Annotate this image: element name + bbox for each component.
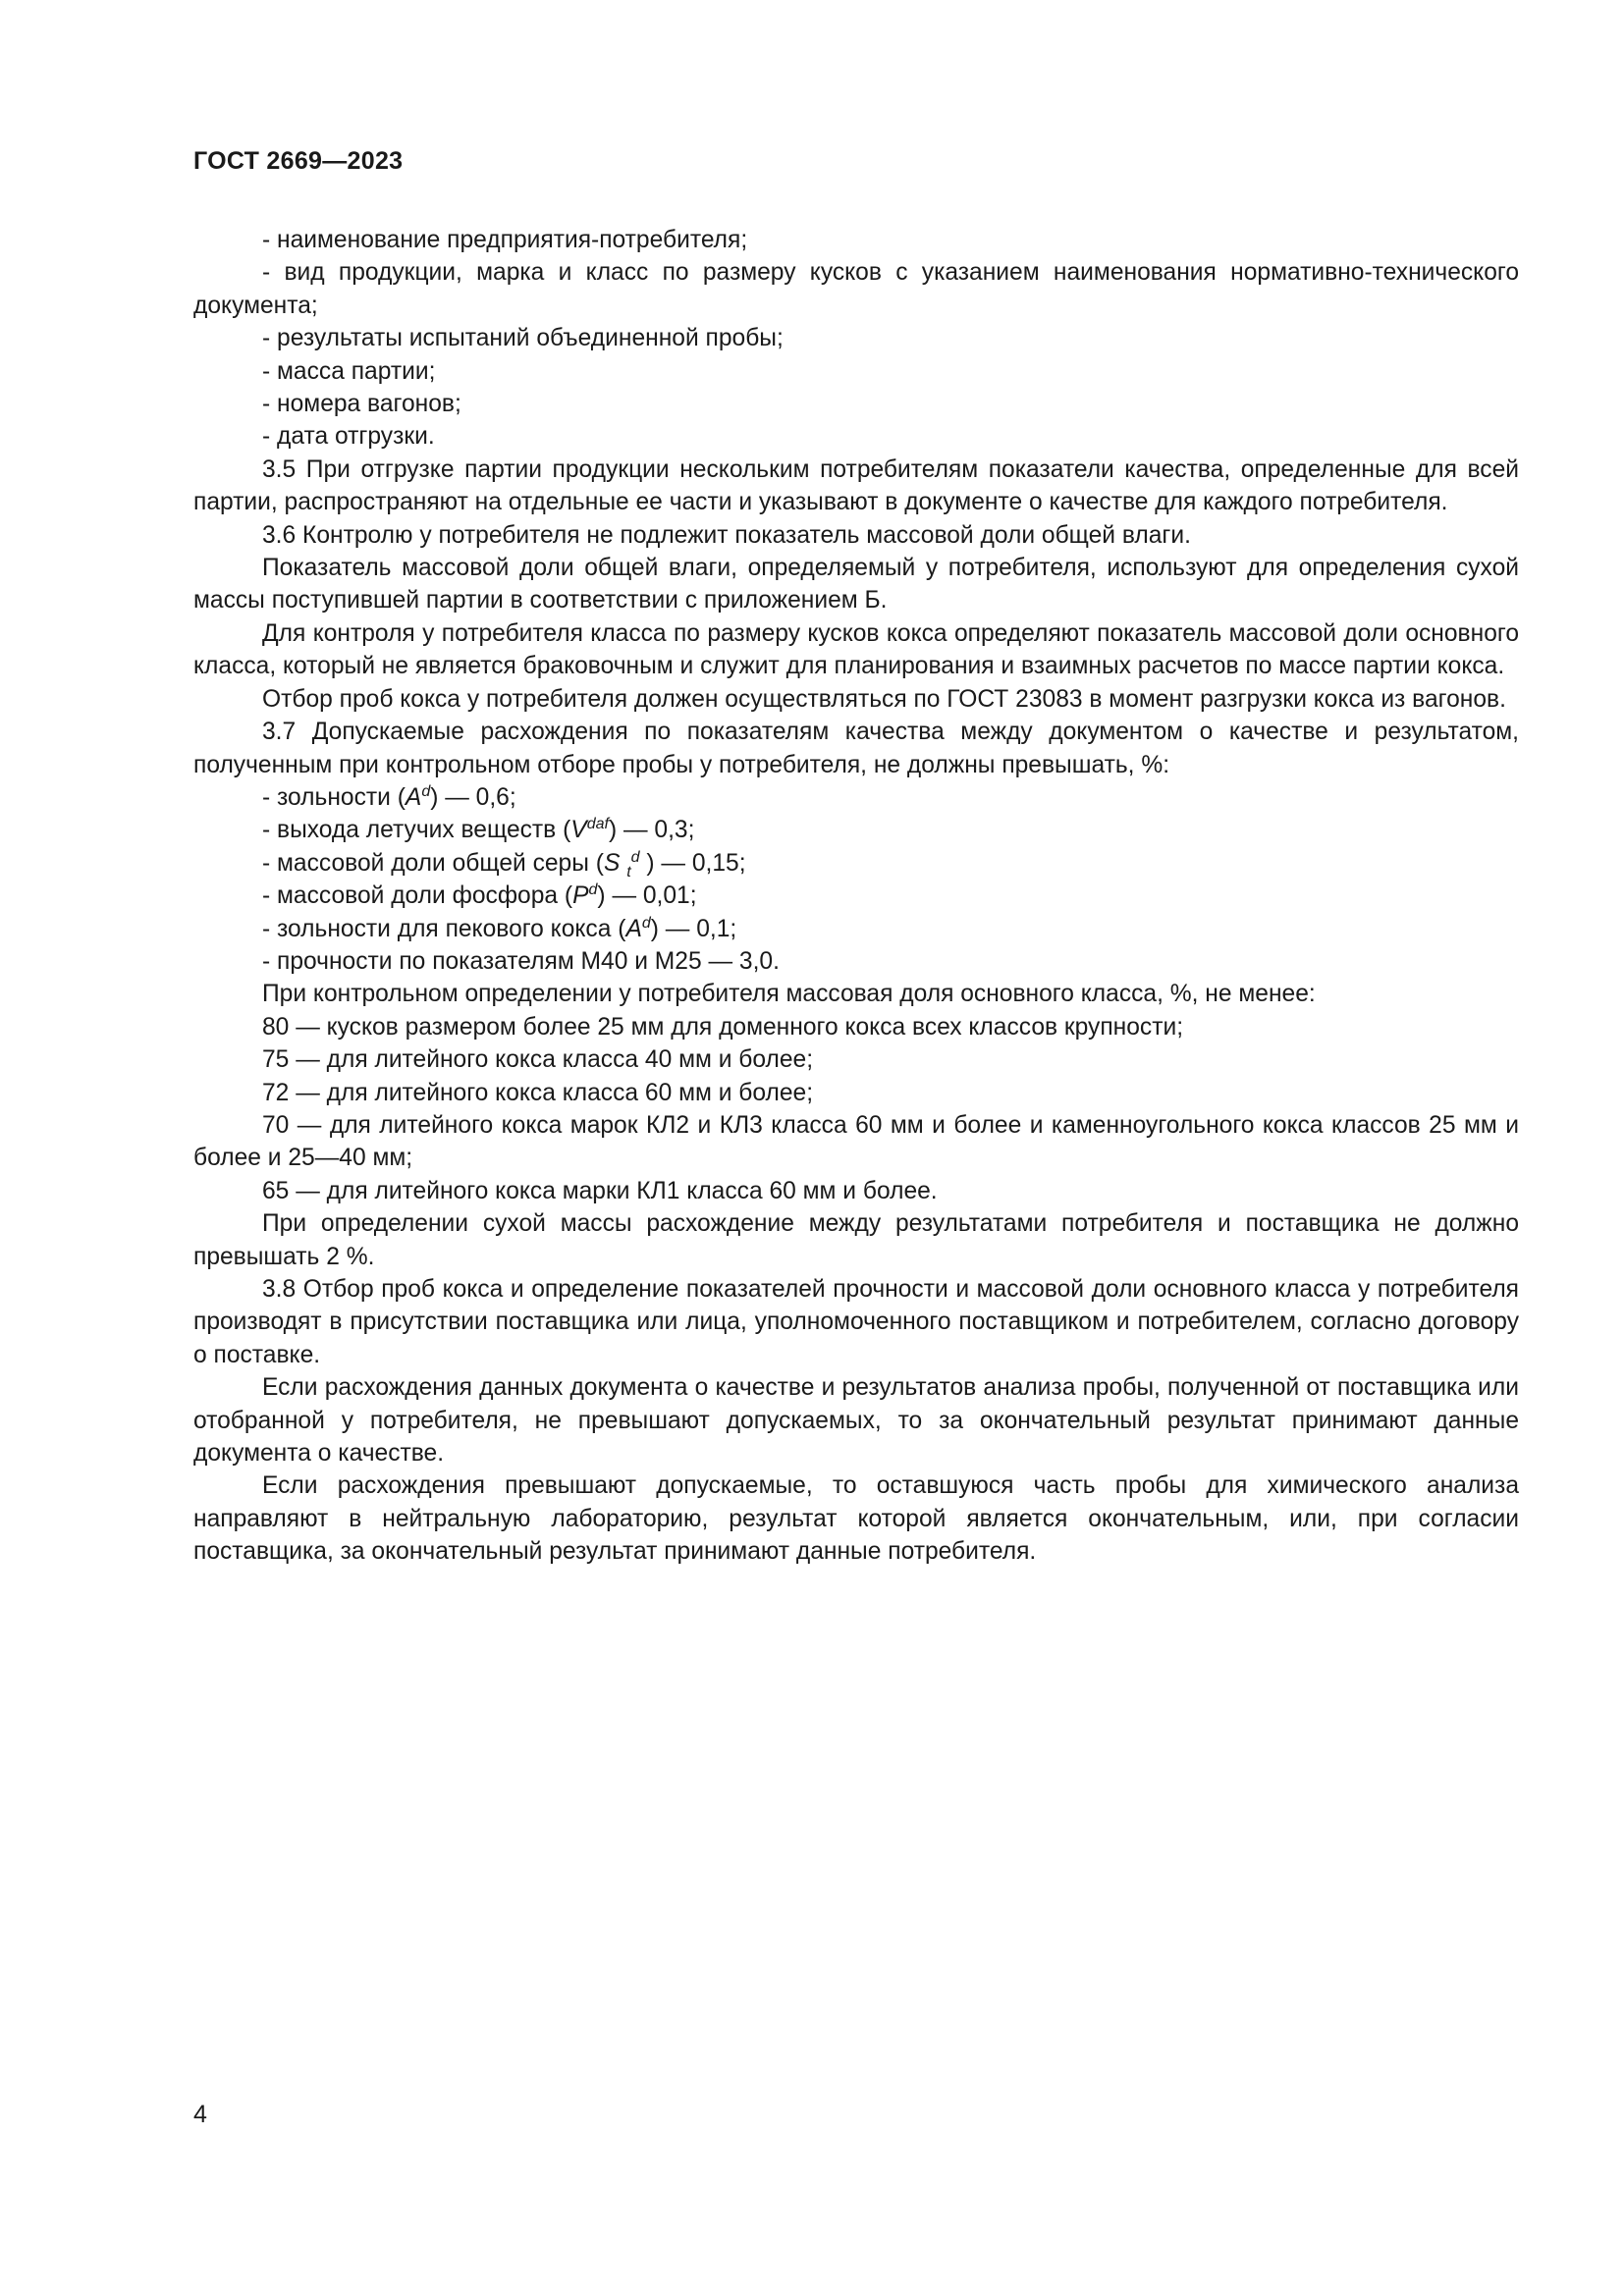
fraction-item: 72 — для литейного кокса класса 60 мм и более;: [262, 1079, 814, 1106]
paragraph: При контрольном определении у потребителя массовая доля основного класса, %, не менее:: [262, 981, 1316, 1008]
list-item: - номера вагонов;: [262, 391, 461, 418]
clause-3-8: 3.8 Отбор проб кокса и определение показателей прочности и массовой доли основного класса у потребителя производят в присутствии поставщика или лица, уполномоченного поставщиком и потребителем, согласно договору о поставке.: [193, 1276, 1519, 1368]
document-body: [193, 224, 1519, 1569]
clause-3-5: 3.5 При отгрузке партии продукции нескольким потребителям показатели качества, определенные для всей партии, распространяют на отдельные ее части и указывают в документе о качестве для каждого потребителя.: [193, 455, 1519, 516]
tolerance-pitch-ash: - зольности для пекового кокса $(A^d)$ — 0,1;: [262, 914, 737, 942]
tolerance-phosphorus: - массовой доли фосфора $(P^d)$ — 0,01;: [262, 881, 697, 910]
list-item-product: - вид продукции, марка и класс по размеру кусков с указанием наименования нормативно-технического документа;: [193, 259, 1519, 319]
clause-3-6: 3.6 Контролю у потребителя не подлежит показатель массовой доли общей влаги.: [262, 521, 1191, 549]
tolerance-ash: - зольности $(A^d)$ — 0,6;: [262, 782, 516, 811]
paragraph: Если расхождения превышают допускаемые, то оставшуюся часть пробы для химического анализа направляют в нейтральную лабораторию, результат которой является окончательным, или, при согласии поставщика, за окончательный результат принимают данные потребителя.: [193, 1472, 1519, 1566]
paragraph: Для контроля у потребителя класса по размеру кусков кокса определяют показатель массовой доли основного класса, который не является браковочным и служит для планирования и взаимных расчетов по массе партии кокса.: [193, 619, 1519, 680]
paragraph: При определении сухой массы расхождение между результатами потребителя и поставщика не должно превышать 2 %.: [193, 1210, 1519, 1270]
list-item: - масса партии;: [262, 357, 436, 385]
fraction-item: 70 — для литейного кокса марок КЛ2 и КЛ3 класса 60 мм и более и каменноугольного кокса классов 25 мм и более и 25—40 мм;: [193, 1111, 1519, 1172]
list-item: - дата отгрузки.: [262, 423, 435, 451]
list-item: - результаты испытаний объединенной пробы;: [262, 325, 784, 352]
paragraph: Показатель массовой доли общей влаги, определяемый у потребителя, используют для определения сухой массы поступившей партии в соответствии с приложением Б.: [193, 555, 1519, 614]
page-number: 4: [193, 2101, 207, 2128]
clause-3-7: 3.7 Допускаемые расхождения по показателям качества между документом о качестве и результатом, полученным при контрольном отборе пробы у потребителя, не должны превышать, %:: [193, 719, 1519, 778]
fraction-item: 75 — для литейного кокса класса 40 мм и более;: [262, 1046, 814, 1074]
list-item: - наименование предприятия-потребителя;: [262, 227, 748, 253]
fraction-item: 65 — для литейного кокса марки КЛ1 класса 60 мм и более.: [262, 1177, 938, 1204]
document-code-header: ГОСТ 2669—2023: [193, 147, 404, 175]
fraction-item: 80 — кусков размером более 25 мм для доменного кокса всех классов крупности;: [262, 1013, 1184, 1041]
tolerance-strength: - прочности по показателям М40 и М25 — 3,0.: [262, 947, 780, 975]
paragraph: Если расхождения данных документа о качестве и результатов анализа пробы, полученной от поставщика или отобранной у потребителя, не превышают допускаемых, то за окончательный результат принимают данные документа о качестве.: [193, 1374, 1519, 1468]
tolerance-sulfur: - массовой доли общей серы (S $_t^d$ ) — 0,15;: [262, 848, 746, 881]
tolerance-volatile: - выхода летучих веществ $(V^{daf})$ — 0,3;: [262, 816, 695, 844]
paragraph: Отбор проб кокса у потребителя должен осуществляться по ГОСТ 23083 в момент разгрузки кокса из вагонов.: [262, 685, 1506, 713]
